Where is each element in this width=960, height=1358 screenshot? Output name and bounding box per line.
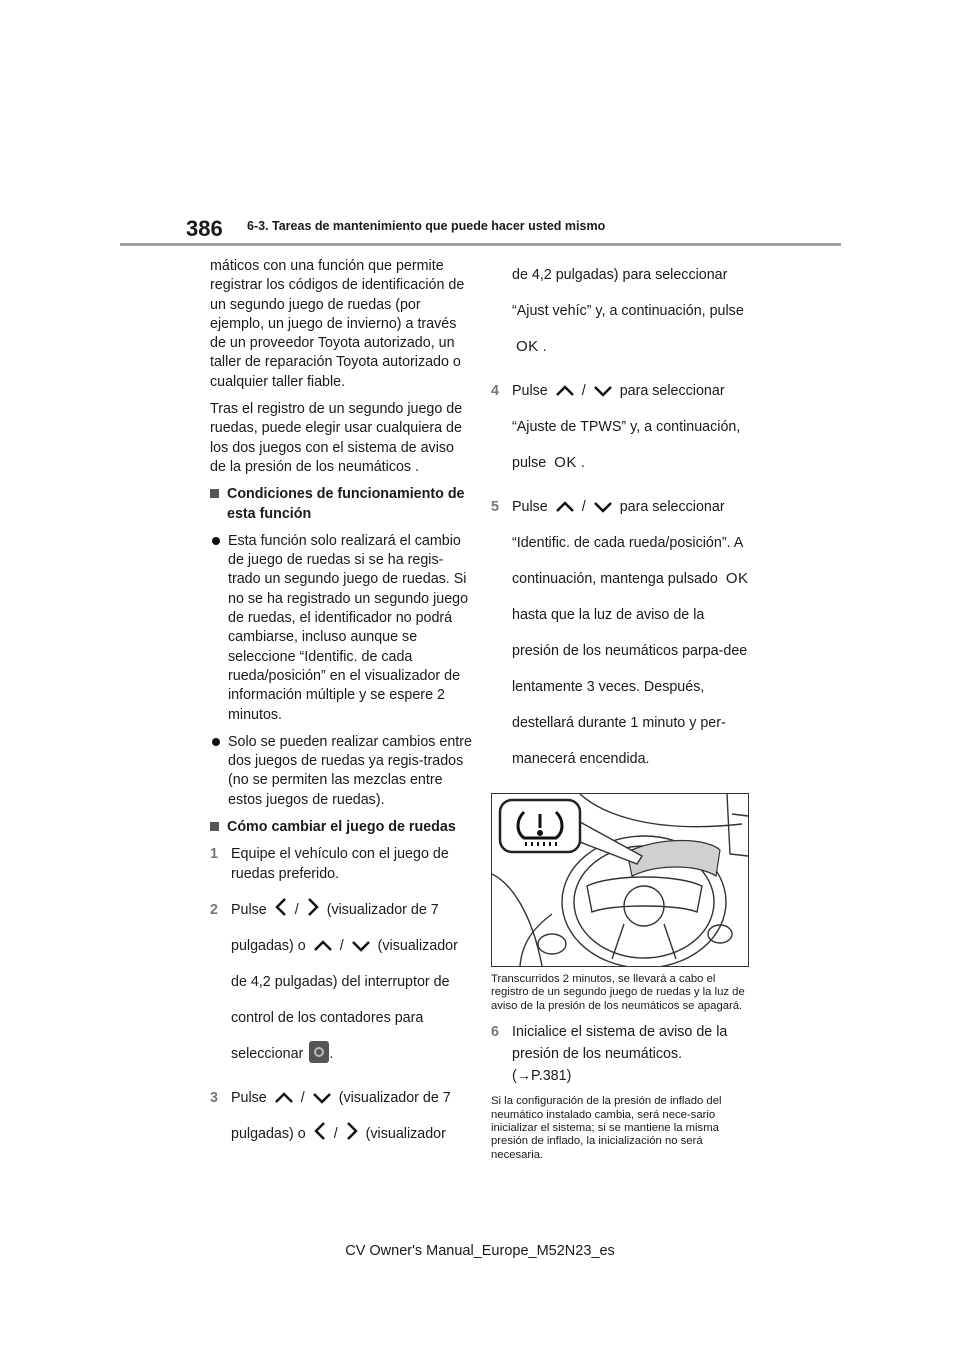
step-text: Pulse: [512, 499, 548, 515]
chevron-right-icon: [306, 897, 320, 917]
chevron-up-icon: [555, 500, 575, 514]
right-column: [491, 257, 753, 1170]
step-text: (visualizador de 7 pulgadas) o: [231, 901, 439, 954]
note-paragraph: Si la configuración de la presión de inflado del neumático instalado cambia, será nece-sario inicializar el sistema; si se mantiene la misma presión de inflado, la inicialización no será necesaria.: [491, 1095, 722, 1161]
step-text: de 4,2 pulgadas) para seleccionar “Ajust vehíc” y, a continuación, pulse: [512, 267, 744, 319]
page-reference: (→P.381): [512, 1068, 572, 1085]
chevron-up-icon: [313, 939, 333, 953]
step-text: Pulse: [231, 901, 267, 918]
ok-button-icon: OK: [554, 454, 577, 471]
slash: /: [300, 1089, 305, 1106]
left-column: [210, 257, 472, 1160]
step-number: 5: [491, 499, 499, 515]
slash: /: [294, 901, 299, 918]
step-1: [210, 845, 472, 884]
slash: /: [333, 1125, 338, 1142]
chevron-down-icon: [593, 500, 613, 514]
chevron-left-icon: [313, 1121, 327, 1141]
figure-caption: Transcurridos 2 minutos, se llevará a cabo el registro de un segundo juego de ruedas y la luz de aviso de la presión de los neumáticos se apagará.: [491, 973, 745, 1012]
bullet-dot-icon: [212, 537, 220, 545]
bullet-text: Solo se pueden realizar cambios entre dos juegos de ruedas ya regis-trados (no se permiten las mezclas entre estos juegos de ruedas).: [228, 733, 472, 808]
step-number: 3: [210, 1089, 218, 1106]
ok-button-icon: OK: [516, 338, 539, 355]
step-text: Inicialice el sistema de aviso de la presión de los neumáticos.: [512, 1024, 728, 1063]
bullet-text: Esta función solo realizará el cambio de juego de ruedas si se ha regis-trado un segundo juego de ruedas. Si no se ha registrado un segundo juego de ruedas, el identificador no podrá cambiarse, incluso aunque se seleccione “Identific. de cada rueda/posición” en el visualizador de información múltiple y se espere 2 minutos.: [228, 532, 469, 723]
chevron-down-icon: [351, 939, 371, 953]
step-number: 4: [491, 383, 499, 399]
chevron-left-icon: [274, 897, 288, 917]
square-bullet-icon: [210, 489, 219, 498]
chevron-down-icon: [312, 1091, 332, 1105]
bullet-item: [210, 532, 472, 725]
ok-button-icon: OK: [725, 570, 749, 587]
step-number: 2: [210, 901, 218, 918]
chevron-up-icon: [274, 1091, 294, 1105]
step-3: [210, 1080, 472, 1152]
step-text: Pulse: [512, 383, 548, 399]
step-3-continued: [491, 257, 753, 365]
period: .: [542, 339, 547, 355]
heading-conditions: [210, 485, 472, 524]
bullet-item: [210, 733, 472, 810]
step-2: [210, 892, 472, 1072]
square-bullet-icon: [210, 822, 219, 831]
slash: /: [581, 499, 586, 515]
step-5: [491, 489, 753, 777]
slash: /: [339, 937, 344, 954]
heading-change-text: Cómo cambiar el juego de ruedas: [227, 819, 456, 836]
chevron-right-icon: [345, 1121, 359, 1141]
step-text: Equipe el vehículo con el juego de ruedas preferido.: [231, 846, 449, 882]
dashboard-illustration: [491, 793, 749, 967]
step-text: (visualizador de 7 pulgadas) o: [231, 1089, 451, 1142]
step-number: 6: [491, 1024, 499, 1041]
step-text: Pulse: [231, 1089, 267, 1106]
settings-gear-icon: [309, 1041, 329, 1063]
slash: /: [581, 383, 586, 399]
period: .: [329, 1045, 334, 1062]
step-text: para seleccionar “Ajuste de TPWS” y, a continuación, pulse: [512, 383, 741, 471]
step-text: (visualizador: [365, 1125, 446, 1142]
dashboard-drawing: [492, 794, 748, 966]
step-text: para seleccionar “Identific. de cada rueda/posición”. A continuación, mantenga pulsado: [512, 499, 743, 587]
step-number: 1: [210, 846, 218, 863]
section-title: 6-3. Tareas de mantenimiento que puede hacer usted mismo: [247, 219, 606, 233]
chevron-up-icon: [555, 384, 575, 398]
chevron-down-icon: [593, 384, 613, 398]
period: .: [580, 455, 585, 471]
bullet-dot-icon: [212, 738, 220, 746]
header-divider: [120, 243, 841, 246]
heading-conditions-text: Condiciones de funcionamiento de esta función: [227, 486, 465, 522]
step-text: hasta que la luz de aviso de la presión de los neumáticos parpa-dee lentamente 3 veces. Después, destellará durante 1 minuto y per-manecerá encendida.: [512, 607, 748, 767]
footer-manual-id: CV Owner's Manual_Europe_M52N23_es: [345, 1243, 615, 1259]
heading-change-wheel-set: [210, 818, 472, 837]
paragraph-intro: máticos con una función que permite registrar los códigos de identificación de un segundo juego de ruedas (por ejemplo, un juego de invierno) a través de un proveedor Toyota autorizado, un taller de reparación Toyota autorizado o cualquier taller fiable.: [210, 258, 465, 390]
step-text: (visualizador de 4,2 pulgadas) del interruptor de control de los contadores para seleccionar: [231, 937, 458, 1062]
step-6: [491, 1021, 753, 1087]
step-4: [491, 373, 753, 481]
page-number: 386: [186, 216, 223, 241]
paragraph-second-set: Tras el registro de un segundo juego de ruedas, puede elegir usar cualquiera de los dos juegos con el sistema de aviso de la presión de los neumáticos .: [210, 401, 463, 475]
